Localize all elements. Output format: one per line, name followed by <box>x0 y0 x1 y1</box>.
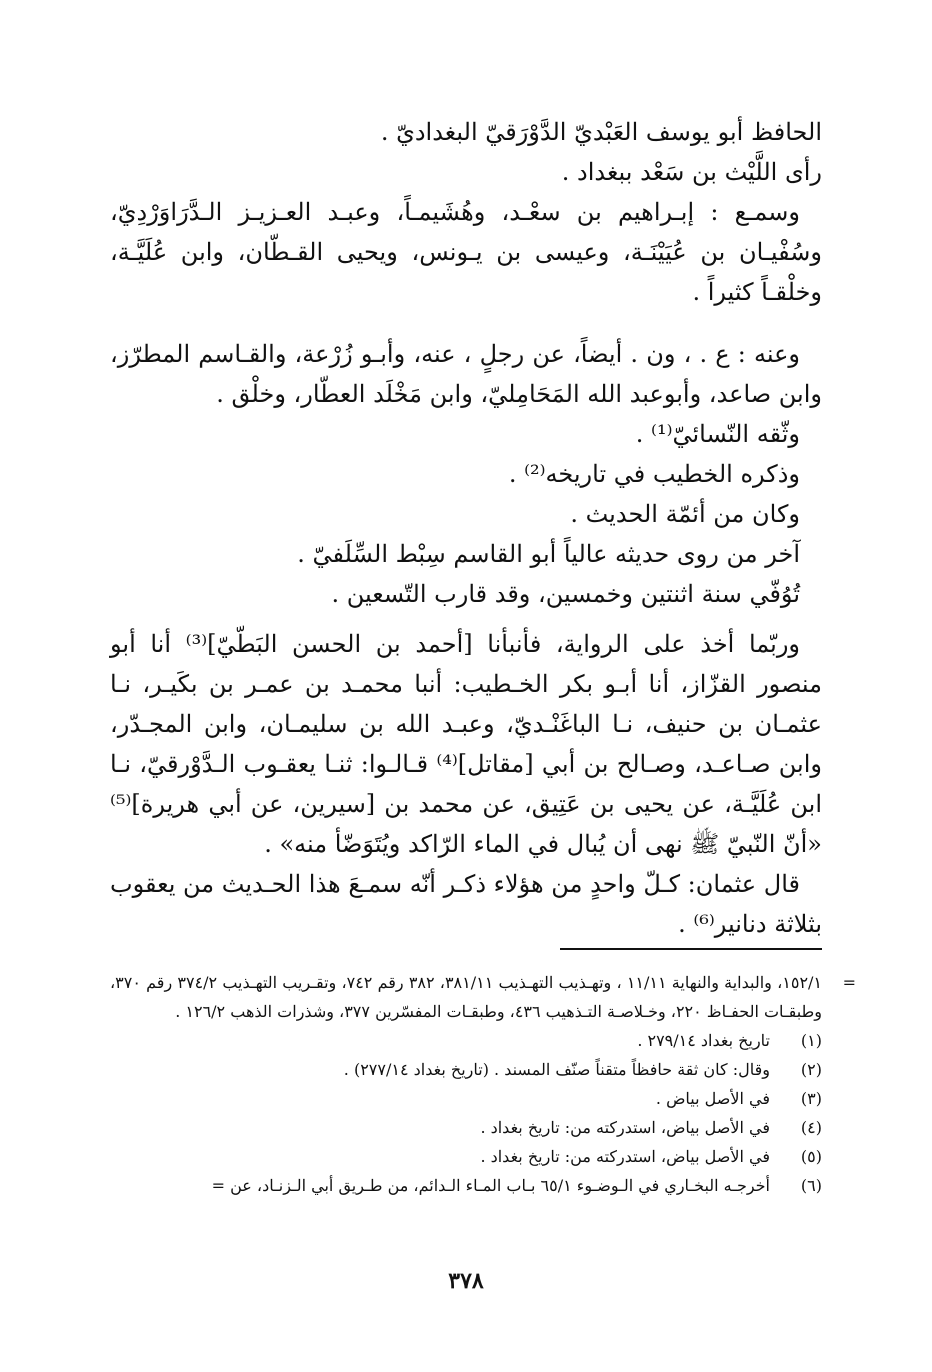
footnote-text: أخرجـه البخـاري في الـوضـوء ٦٥/١ بـاب المـاء الـدائم، من طـريق أبي الـزنـاد، عن = <box>211 1176 770 1195</box>
paragraph-death: تُوُفّي سنة اثنتين وخمسين، وقد قارب التّسعين . <box>331 580 800 608</box>
footnote-separator <box>560 948 822 950</box>
footnote-5 <box>110 1142 822 1171</box>
footnote-number: (٦) <box>800 1176 822 1195</box>
footnotes <box>110 968 856 1200</box>
footnote-number: (٤) <box>800 1118 822 1137</box>
footnote-text: تاريخ بغداد ٢٧٩/١٤ . <box>637 1031 770 1050</box>
footnote-text: وقال: كان ثقة حافظاً متقناً صنّف المسند . (تاريخ بغداد ٢٧٧/١٤) . <box>343 1060 770 1079</box>
page-number: ٣٧٨ <box>448 1268 484 1294</box>
footnote-number: (٣) <box>800 1089 822 1108</box>
paragraph-hadith: وربّما أخذ على الرواية، فأنبأنا [أحمد بن الحسن البَطّيّ]⁽³⁾ أنا أبو منصور القزّاز، أنا أبـو بكر الخـطيب: أنبا محمـد بن عمـر بن بكَيـر، نـا عثمـان بن حنيف، نـا الباغَنْـديّ، وعبـد الله بن سليمـان، وابن المجـدّر، وابن صـاعـد، وصـالح بن أبي [مقاتل]⁽⁴⁾ قـالـوا: ثنـا يعقـوب الـدَّوْرقيّ، نـا ابن عُلَيَّـة، عن يحيى بن عَتِيق، عن محمد بن [سيرين، عن أبي هريرة]⁽⁵⁾ «أنّ النّبيّ ﷺ نهى أن يُبال في الماء الرّاكد ويُتَوَضّأ منه» . <box>110 630 822 858</box>
footnote-text: في الأصل بياض، استدركته من: تاريخ بغداد . <box>480 1147 770 1166</box>
footnote-4 <box>110 1113 822 1142</box>
footnote-continuation <box>110 968 856 1026</box>
footnote-2 <box>110 1055 822 1084</box>
footnote-number: (١) <box>800 1031 822 1050</box>
paragraph-last-narrator: آخر من روى حديثه عالياً أبو القاسم سِبْط السِّلَفيّ . <box>297 540 800 568</box>
paragraph-trusted: وثّقه النّسائيّ⁽¹⁾ . <box>635 420 800 448</box>
paragraph-saw: رأى اللَّيْث بن سَعْد ببغداد . <box>561 158 822 186</box>
footnote-text: في الأصل بياض . <box>655 1089 770 1108</box>
paragraph-title: الحافظ أبو يوسف العَبْديّ الدَّوْرَقيّ البغداديّ . <box>380 118 822 146</box>
paragraph-khatib: وذكره الخطيب في تاريخه⁽²⁾ . <box>508 460 800 488</box>
footnote-1 <box>110 1026 822 1055</box>
footnote-3 <box>110 1084 822 1113</box>
continuation-marker: = <box>842 973 856 992</box>
continuation-text: ١٥٢/١، والبداية والنهاية ١١/١١ ، وتهـذيب التهـذيب ٣٨١/١١، ٣٨٢ رقم ٧٤٢، وتقـريب التهـذيب ٣٧٤/٢ رقم ٣٧٠، وطبقـات الحفـاظ ٢٢٠، وخـلاصـة التـذهيب ٤٣٦، وطبقـات المفسّرين ٣٧٧، وشذرات الذهب ١٢٦/٢ . <box>110 973 823 1021</box>
footnote-number: (٥) <box>800 1147 822 1166</box>
paragraph-narrators: وعنه : ع . ، ون . أيضاً، عن رجلٍ ، عنه، وأبـو زُرْعة، والقـاسم المطرّز، وابن صاعد، وأبوعبد الله المَحَامِليّ، وابن مَخْلَد العطّار، وخلْق . <box>110 340 822 408</box>
paragraph-heard: وسمـع : إبـراهيم بن سعْـد، وهُشَيمـاً، وعبـد العـزيـز الـدَّرَاوَرْدِيّ، وسُفْيـان بن عُيَيْنَـة، وعيسى بن يـونس، ويحيى القـطّان، وابن عُلَيَّـة، وخلْقـاً كثيراً . <box>110 198 822 306</box>
paragraph-uthman: قال عثمان: كـلّ واحدٍ من هؤلاء ذكـر أنّه سمـعَ هذا الحـديث من يعقوب بثلاثة دنانير⁽⁶⁾ . <box>110 870 822 938</box>
footnote-number: (٢) <box>800 1060 822 1079</box>
paragraph-imams: وكان من أئمّة الحديث . <box>570 500 800 528</box>
footnote-text: في الأصل بياض، استدركته من: تاريخ بغداد . <box>480 1118 770 1137</box>
footnote-6 <box>110 1171 822 1200</box>
main-text <box>110 112 822 944</box>
